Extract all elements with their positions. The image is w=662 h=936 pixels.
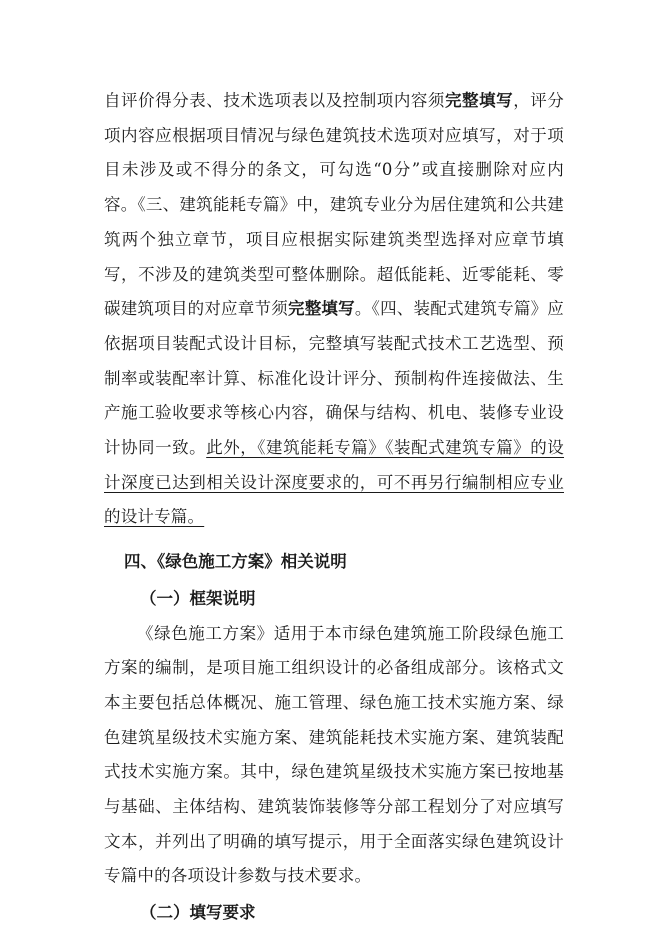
underlined-note: 此外，《建筑能耗专篇》《装配式建筑专篇》的设计深度已达到相关设计深度要求的，可不再另行编制相应专业的设计专篇。 xyxy=(104,438,565,527)
emphasis-complete-fill: 完整填写 xyxy=(287,299,355,319)
text-segment: ，评分项内容应根据项目情况与绿色建筑技术选项对应填写，对于项目未涉及或不得分的条文，可勾选“0分”或直接删除对应内容。《三、建筑能耗专篇》中，建筑专业分为居住建筑和公共建筑两个独立章节，项目应根据实际建筑类型选择对应章节填写，不涉及的建筑类型可整体删除。超低能耗、近零能耗、零碳建筑项目的对应章节须 xyxy=(104,91,564,319)
text-segment: 。《四、装配式建筑专篇》应依据项目装配式设计目标，完整填写装配式技术工艺选型、预制率或装配率计算、标准化设计评分、预制构件连接做法、生产施工验收要求等核心内容，确保与结构、机电、装修专业设计协同一致。 xyxy=(104,299,565,458)
section-heading-green-construction: 四、《绿色施工方案》相关说明 xyxy=(124,552,347,572)
paragraph-fill-instructions xyxy=(104,84,564,535)
paragraph-framework-description: 《绿色施工方案》适用于本市绿色建筑施工阶段绿色施工方案的编制，是项目施工组织设计的必备组成部分。该格式文本主要包括总体概况、施工管理、绿色施工技术实施方案、绿色建筑星级技术实施方案、建筑能耗技术实施方案、建筑装配式技术实施方案。其中，绿色建筑星级技术实施方案已按地基与基础、主体结构、建筑装饰装修等分部工程划分了对应填写文本，并列出了明确的填写提示，用于全面落实绿色建筑设计专篇中的各项设计参数与技术要求。 xyxy=(104,623,564,886)
text-segment: 自评价得分表、技术选项表以及控制项内容须 xyxy=(104,91,445,110)
subheading-framework: （一）框架说明 xyxy=(140,588,256,608)
emphasis-complete-fill: 完整填写 xyxy=(444,91,514,110)
subheading-fill-requirements: （二）填写要求 xyxy=(140,903,256,923)
document-page xyxy=(104,84,564,931)
